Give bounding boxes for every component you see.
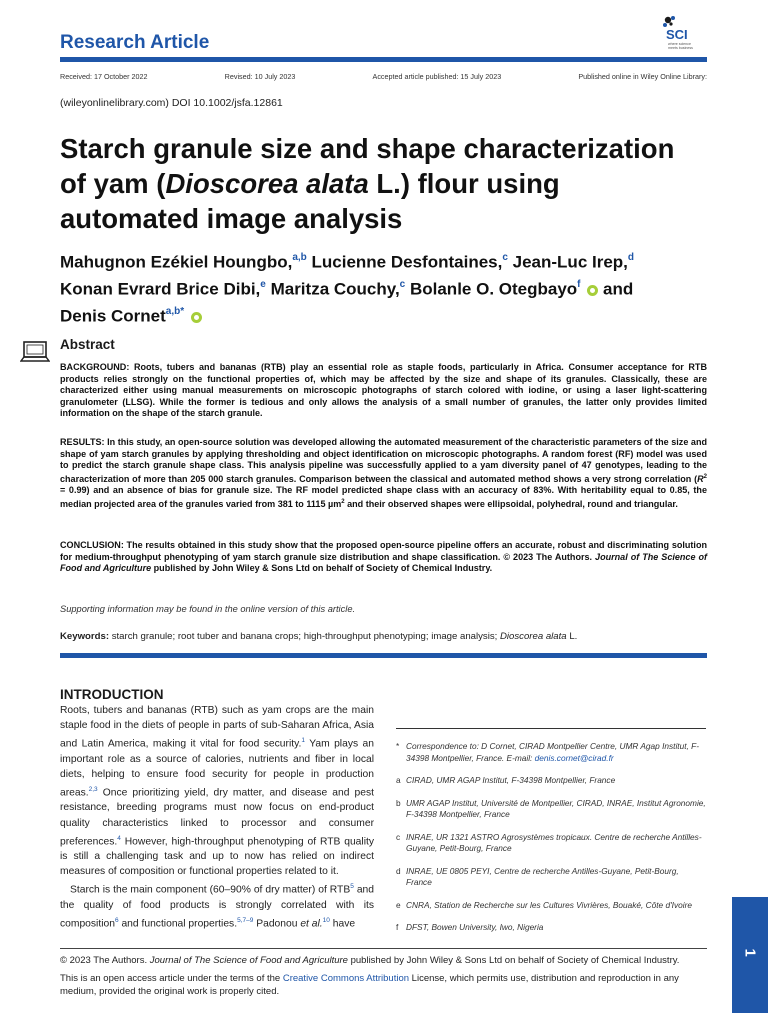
sci-logo-tagline-2: meets business xyxy=(668,46,693,50)
affiliation-ref[interactable]: a,b xyxy=(292,252,307,263)
keywords: Keywords: starch granule; root tuber and banana crops; high-throughput phenotyping; image analysis; Dioscorea alata L. xyxy=(60,631,578,642)
author: Konan Evrard Brice Dibi, xyxy=(60,279,261,299)
abstract-background: BACKGROUND: Roots, tubers and bananas (RTB) play an essential role as staple foods, particularly in Africa. Consumer acceptance for RTB products relies strongly on the functional properties of, which may be affected by the size and shape of its granules. Classically, these are characterized either using manual measurements on microscopic photographs of starch colored with iodine, or using a laser light-scattering granulometer (LLSG). While the former is tedious and only allows the analysis of a small number of granules, the latter only provides limited information on the shape of the starch granule. xyxy=(60,362,707,419)
citation-ref[interactable]: 4 xyxy=(117,834,121,842)
footer-rule xyxy=(60,948,707,949)
introduction-body xyxy=(60,703,374,931)
revised-date: Revised: 10 July 2023 xyxy=(224,72,296,81)
citation-ref[interactable]: 2,3 xyxy=(88,785,98,793)
creative-commons-link[interactable]: Creative Commons Attribution xyxy=(282,973,410,984)
author: Jean-Luc Irep, xyxy=(512,252,628,272)
body-text: and the quality of food products is strongly correlated with its composition xyxy=(60,884,374,930)
doi-line[interactable]: (wileyonlinelibrary.com) DOI 10.1002/jsfa.12861 xyxy=(60,97,283,109)
copyright-line: © 2023 The Authors. Journal of The Science of Food and Agriculture published by John Wiley & Sons Ltd on behalf of Society of Chemical Industry. xyxy=(60,955,680,966)
title-line-1: Starch granule size and shape characterization xyxy=(60,133,675,164)
sci-logo-dots-icon xyxy=(663,16,675,27)
affiliation-ref[interactable]: c xyxy=(502,252,508,263)
body-text: and functional properties. xyxy=(118,918,238,930)
footnote-text: DFST, Bowen University, Iwo, Nigeria xyxy=(406,922,544,932)
body-text: Padonou xyxy=(253,918,301,930)
body-text: Yam plays an important role as a source of calories, nutrients and fiber in local diets, helping to ensure food security for people in production areas. xyxy=(60,738,375,799)
body-text: Starch is the main component (60–90% of dry matter) of RTB xyxy=(70,884,351,896)
footnote-item xyxy=(396,798,706,821)
affiliation-footnotes xyxy=(396,728,706,945)
article-title xyxy=(60,131,720,236)
footnote-key: a xyxy=(396,775,401,785)
citation-ref[interactable]: 5,7–9 xyxy=(237,916,254,924)
page-number: 1 xyxy=(741,948,759,957)
abstract-rule xyxy=(60,653,707,658)
license-line: This is an open access article under the terms of the Creative Commons Attribution License, which permits use, distribution and reproduction in any medium, provided the original work is properly cited. xyxy=(60,973,679,997)
footnote-text: CIRAD, UMR AGAP Institut, F-34398 Montpellier, France xyxy=(406,775,616,785)
laptop-icon xyxy=(20,340,50,366)
affiliation-ref[interactable]: a,b* xyxy=(165,306,185,318)
sci-logo-tagline-1: where science xyxy=(668,42,691,46)
section-label: Research Article xyxy=(60,32,210,53)
author-conjunction: and xyxy=(602,279,634,299)
abstract-heading: Abstract xyxy=(60,337,115,352)
citation-ref[interactable]: 6 xyxy=(114,916,119,924)
abstract-results: RESULTS: In this study, an open-source solution was developed allowing the automated measurement of the characteristic parameters of the size and shape of yam starch granules by applying thresholding and object identification on microscopic photographs. A random forest (RF) model was used to predict the starch granule shape class. This analysis pipeline was successfully applied to a yam diversity panel of 47 genotypes, leading to the characterization of more than 205 000 starch granules. Comparison between the classical and automated method shows a very strong correlation $(R^2 = 0.99)$ and an absence of bias for granule size. The RF model predicted shape class with an accuracy of 83%. With heritability equal to 0.85, the median projected area of the granules varied from 381 to 1115 µm$^2$ and their observed shapes were ellipsoidal, polyhedral, round and triangular. xyxy=(60,437,707,509)
intro-paragraph xyxy=(60,703,374,879)
author: Bolanle O. Otegbayo xyxy=(409,279,578,299)
header-rule xyxy=(60,57,707,62)
body-text: Roots, tubers and bananas (RTB) such as yam crops are the main staple food in the diets of people in parts of sub-Saharan Africa, Asia and Latin America, making it vital for food security. xyxy=(60,705,374,750)
footnote-item xyxy=(396,922,706,934)
sci-logo xyxy=(660,14,720,54)
received-date: Received: 17 October 2022 xyxy=(60,72,148,81)
footnote-key: b xyxy=(396,797,401,808)
footnote-key: * xyxy=(396,741,400,751)
accepted-date: Accepted article published: 15 July 2023 xyxy=(372,72,502,81)
email-link[interactable]: denis.cornet@cirad.fr xyxy=(534,752,614,763)
author: Mahugnon Ezékiel Houngbo, xyxy=(60,252,293,272)
footnote-text: CNRA, Station de Recherche sur les Cultures Vivrières, Bouaké, Côte d'Ivoire xyxy=(406,899,692,910)
footnote-item xyxy=(396,775,706,787)
citation-ref[interactable]: 1 xyxy=(301,737,305,745)
citation-ref[interactable]: 10 xyxy=(322,916,330,924)
footnote-text: Correspondence to: D Cornet, CIRAD Montpellier Centre, UMR Agap Institut, F-34398 Montpellier, France. E-mail: xyxy=(406,741,699,763)
sci-logo-text: SCI xyxy=(666,27,688,42)
affiliation-ref[interactable]: c xyxy=(399,279,406,291)
affiliation-ref[interactable]: d xyxy=(627,252,635,263)
published-date: Published online in Wiley Online Library: xyxy=(578,72,707,81)
italic-text: et al. xyxy=(300,918,323,930)
footnote-key: e xyxy=(396,899,401,910)
footnote-text: INRAE, UR 1321 ASTRO Agrosystèmes tropicaux. Centre de recherche Antilles-Guyane, Petit-Bourg, France xyxy=(406,831,702,853)
affiliation-ref[interactable]: e xyxy=(260,279,266,291)
footnote-key: f xyxy=(396,922,399,932)
body-text: have xyxy=(329,918,356,930)
author: Lucienne Desfontaines, xyxy=(311,252,503,272)
affiliation-ref[interactable]: f xyxy=(577,279,581,291)
author: Denis Cornet xyxy=(60,306,166,326)
supporting-info-note: Supporting information may be found in the online version of this article. xyxy=(60,604,356,614)
author-list xyxy=(60,247,720,328)
abstract-conclusion: CONCLUSION: The results obtained in this study show that the proposed open-source pipeline offers an accurate, robust and discriminating solution for medium-throughput phenotyping of yam starch granule size distribution and shape classification. © 2023 The Authors. Journal of The Science of Food and Agriculture published by John Wiley & Sons Ltd on behalf of Society of Chemical Industry. xyxy=(60,540,707,574)
footnote-key: c xyxy=(396,831,401,842)
intro-paragraph xyxy=(60,879,374,931)
orcid-icon[interactable] xyxy=(191,312,202,323)
footnote-key: d xyxy=(396,865,401,876)
footnote-item xyxy=(396,900,706,912)
citation-ref[interactable]: 5 xyxy=(350,883,354,891)
footnote-text: UMR AGAP Institut, Université de Montpellier, CIRAD, INRAE, Institut Agronomie, F-34398 Montpellier, France xyxy=(406,797,706,819)
footnote-item xyxy=(396,832,706,855)
footnote-item xyxy=(396,741,706,764)
orcid-icon[interactable] xyxy=(587,285,598,296)
body-text: However, high-throughput phenotyping of RTB quality is still a challenging task and up to now has relied on indirect measures of composition or functional properties related to it. xyxy=(60,836,374,878)
author: Maritza Couchy, xyxy=(270,279,400,299)
article-dates xyxy=(60,72,707,81)
footnote-item xyxy=(396,866,706,889)
introduction-heading: INTRODUCTION xyxy=(60,687,164,702)
title-line-2: of yam (Dioscorea alata L.) flour using xyxy=(60,168,560,199)
footnote-text: INRAE, UE 0805 PEYI, Centre de recherche Antilles-Guyane, Petit-Bourg, France xyxy=(406,865,679,887)
body-text: Once prioritizing yield, dry matter, and disease and pest resistance, breeding programs must now focus on end-product quality characteristics linked to processor and consumer preferences. xyxy=(60,787,374,848)
title-line-3: automated image analysis xyxy=(60,203,403,234)
